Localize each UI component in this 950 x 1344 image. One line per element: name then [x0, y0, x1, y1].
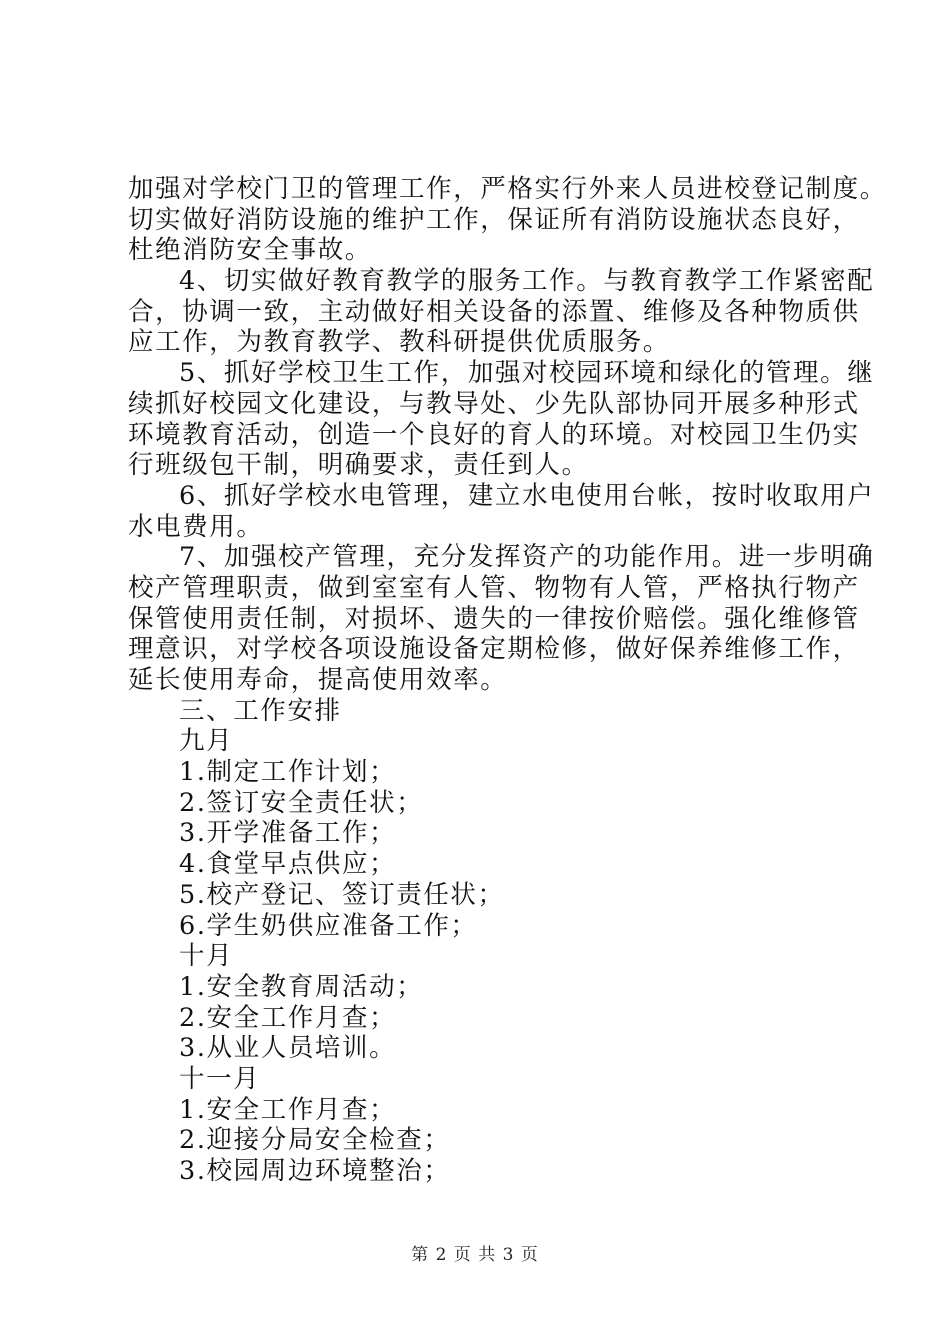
text-line: 合，协调一致，主动做好相关设备的添置、维修及各种物质供 [128, 296, 860, 327]
text-line: 延长使用寿命，提高使用效率。 [128, 665, 508, 695]
text-line: 杜绝消防安全事故。 [128, 235, 372, 266]
text-line: 理意识，对学校各项设施设备定期检修，做好保养维修工作， [128, 634, 860, 665]
text-line: 2.签订安全责任状； [179, 787, 424, 818]
text-line: 3.校园周边环境整治； [179, 1156, 451, 1186]
text-line: 5、抓好学校卫生工作，加强对校园环境和绿化的管理。继 [179, 358, 875, 389]
text-line: 6.学生奶供应准备工作； [179, 910, 478, 941]
text-line: 3.开学准备工作； [179, 818, 397, 849]
text-line: 保管使用责任制，对损坏、遗失的一律按价赔偿。强化维修管 [128, 603, 860, 634]
page-number: 第 2 页 共 3 页 [411, 1245, 539, 1265]
document-body [128, 174, 887, 1187]
text-line: 4、切实做好教育教学的服务工作。与教育教学工作紧密配 [179, 266, 875, 297]
text-line: 5.校产登记、签订责任状； [179, 879, 505, 910]
text-line: 2.迎接分局安全检查； [179, 1125, 451, 1156]
text-line: 3.从业人员培训。 [179, 1033, 397, 1064]
page-footer [0, 1240, 950, 1265]
text-line: 三、工作安排 [179, 695, 342, 726]
text-line: 1.安全工作月查； [179, 1094, 397, 1125]
text-line: 加强对学校门卫的管理工作，严格实行外来人员进校登记制度。 [128, 174, 887, 204]
text-line: 环境教育活动，创造一个良好的育人的环境。对校园卫生仍实 [128, 419, 860, 450]
text-line: 续抓好校园文化建设，与教导处、少先队部协同开展多种形式 [128, 388, 860, 419]
text-line: 4.食堂早点供应； [179, 849, 397, 880]
text-line: 十月 [179, 941, 234, 972]
text-line: 应工作，为教育教学、教科研提供优质服务。 [128, 327, 671, 358]
text-line: 切实做好消防设施的维护工作，保证所有消防设施状态良好， [128, 204, 860, 235]
text-line: 2.安全工作月查； [179, 1002, 397, 1033]
text-line: 7、加强校产管理，充分发挥资产的功能作用。进一步明确 [179, 542, 875, 573]
text-line: 1.安全教育周活动； [179, 971, 424, 1002]
text-line: 十一月 [179, 1063, 261, 1094]
text-line: 校产管理职责，做到室室有人管、物物有人管，严格执行物产 [128, 572, 860, 603]
text-line: 6、抓好学校水电管理，建立水电使用台帐，按时收取用户 [179, 480, 875, 511]
text-line: 水电费用。 [128, 511, 264, 542]
text-line: 行班级包干制，明确要求，责任到人。 [128, 450, 589, 481]
text-line: 1.制定工作计划； [179, 757, 397, 788]
text-line: 九月 [179, 726, 234, 757]
